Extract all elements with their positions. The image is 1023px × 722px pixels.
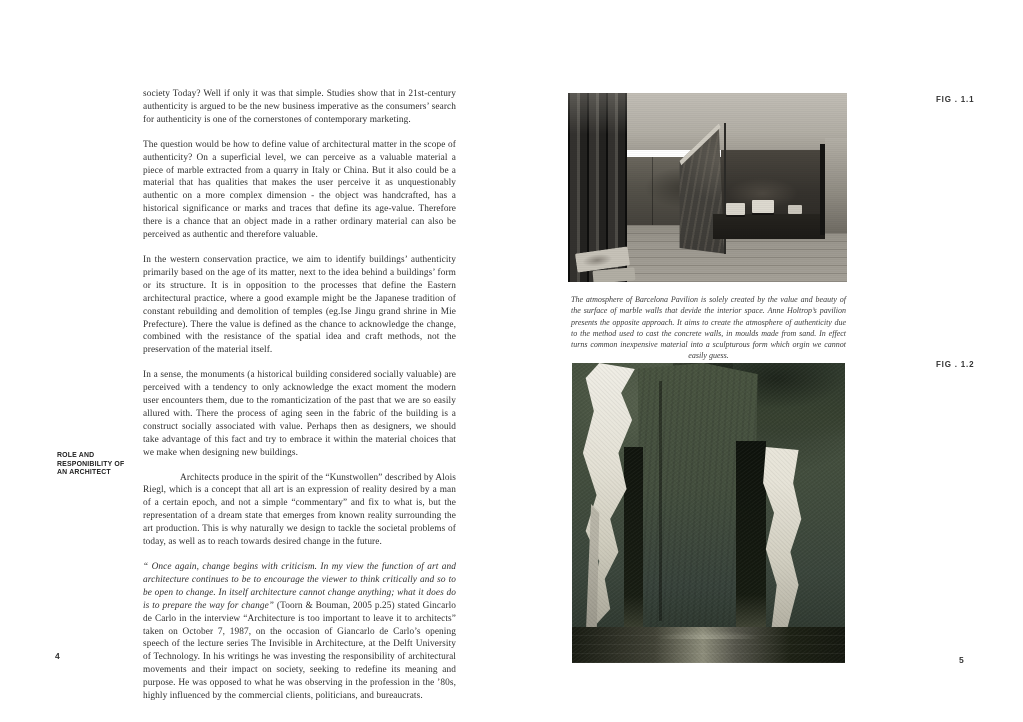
photo-grain-overlay (572, 363, 845, 663)
photo-grain-overlay (568, 93, 847, 282)
body-text-column (143, 88, 456, 715)
figure-1-1-image (568, 93, 847, 282)
paragraph-de-carlo-quote (143, 561, 456, 703)
paragraph-western-conservation: In the western conservation practice, we aim to identify buildings’ authenticity primarily based on the age of its matter, next to the idea behind a buildings’ form or its structure. It is in opposition to the processes that define the Eastern architectural practice, where a good example might be the Japanese tradition of constant rebuilding and demolition of temples (eg.Ise Jingu grand shrine in Mie Prefecture). There the value is defined as the chance to acknowledge the change, combined with the resistance of the spatial idea and craft methods, not the preservation of the material itself. (143, 254, 456, 356)
figure-1-1-label: FIG . 1.1 (936, 95, 975, 104)
paragraph-authenticity-marketing: society Today? Well if only it was that simple. Studies show that in 21st-century authenticity is argued to be the new business imperative as the consumers’ search for authenticity is one of the cornerstones of contemporary marketing. (143, 89, 456, 125)
paragraph-kunstwollen: Architects produce in the spirit of the “Kunstwollen” described by Alois Riegl, which is a concept that all art is an expression of reality desired by a man of a certain epoch, and not a simple “commentary” and fix to what is, but the representation of a dream state that emerges from known reality surrounding the art production. This is why naturally we design to tackle the societal problems of today, as well as to reach towards desired change in the future. (143, 472, 456, 548)
figure-1-2-label: FIG . 1.2 (936, 360, 975, 369)
page-number-right: 5 (959, 655, 964, 665)
paragraph-value-of-matter: The question would be how to define value of architectural matter in the scope of authenticity? On a superficial level, we can perceive as a valuable material a piece of marble extracted from a quarry in Italy or China. But it also could be a material that has qualities that makes the user perceive it as unquestionably authentic on a more complex dimension - the object was handcrafted, has a historical significance or marks and traces that define its age-value. Therefore there is a chance that an object made in a rather ordinary material can also be perceived as authentic and therefore valuable. (143, 139, 456, 241)
paragraph-monuments: In a sense, the monuments (a historical building considered socially valuable) are perceived with a tendency to only acknowledge the exact moment the modern user encounters them, due to the romanticization of the past that we are so easily allured with. There the process of aging seen in the fabric of the building is a construct socially associated with value. Perhaps then as designers, we should take advantage of this fact and try to embrace it within the material choices that we make when designing new buildings. (143, 370, 456, 458)
margin-note-line: AN ARCHITECT (57, 469, 111, 477)
figure-1-2-image (572, 363, 845, 663)
quote-italic-text: “ Once again, change begins with criticism. In my view the function of art and architecture continues to be to encourage the viewer to think critically and so to be open to change. In itself architecture cannot change anything; what it does do is to prepare the way for change” (143, 562, 456, 611)
figure-1-1-caption: The atmosphere of Barcelona Pavilion is solely created by the value and beauty of the surface of marble walls that devide the interior space. Anne Holtrop’s pavilion presents the opposite approach. It aims to create the atmosphere of authenticity due to the method used to cast the concrete walls, in moulds made from sand. In effect turns common inexpensive material into a sculpturous form which orgin we cannot easily guess. (571, 295, 846, 361)
margin-note-line: RESPONIBILITY OF (57, 460, 125, 468)
page-number-left: 4 (55, 651, 60, 661)
margin-note-line: ROLE AND (57, 452, 95, 459)
margin-note (57, 452, 145, 478)
quote-regular-text: (Toorn & Bouman, 2005 p.25) stated Gincarlo de Carlo in the interview “Architecture is too important to leave it to architects” taken on October 7, 1987, on the occasion of Giancarlo de Carlo’s opening speech of the lecture series The Invisible in Architecture, at the Delft University of Technology. In his writings he was investing the responsibility of architectural movements and their impact on society, seeking to redefine its meaning and purpose. He was opposed to what he was observing in the profession in the ’80s, highly influenced by the commercial clients, politicians, and bureaucrats. (143, 600, 456, 702)
